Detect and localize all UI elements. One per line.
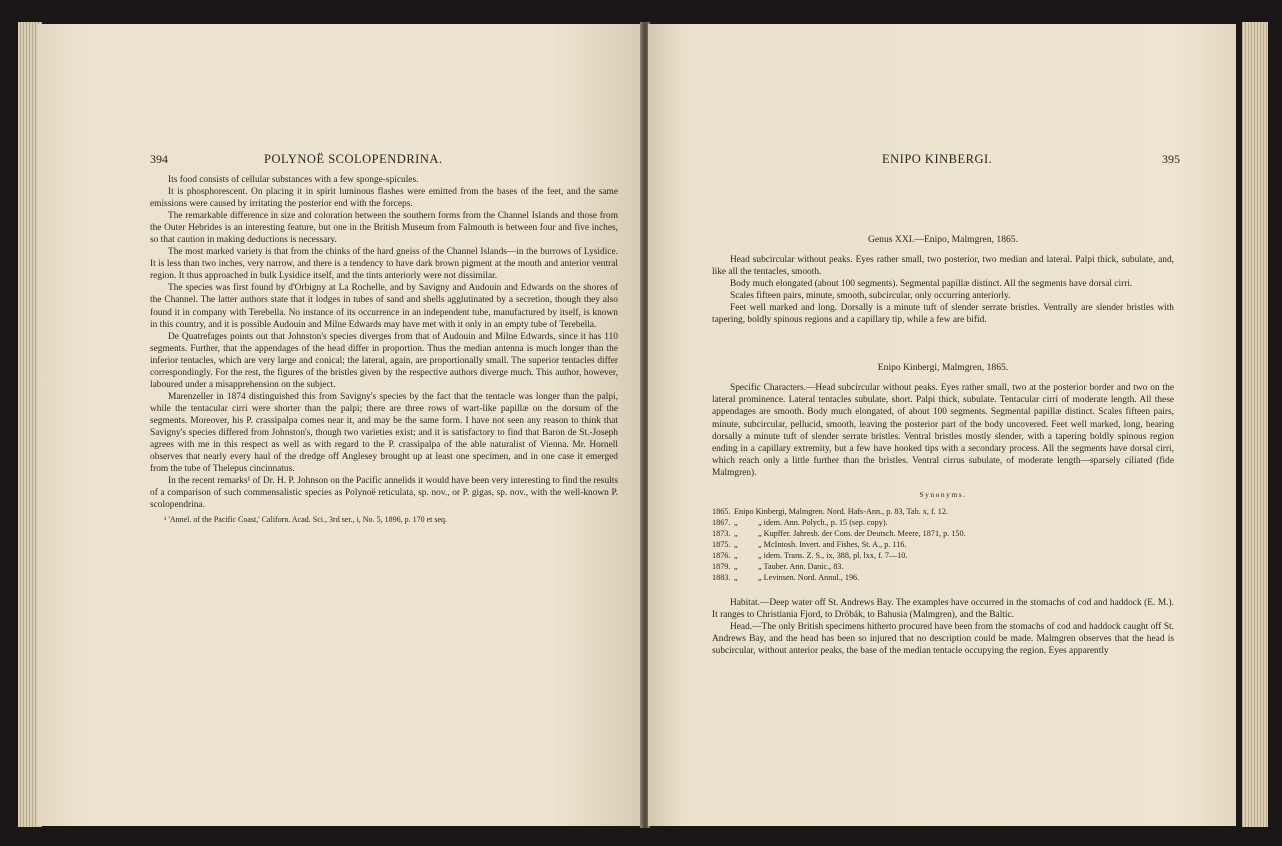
left-page-body bbox=[150, 174, 618, 525]
synonym-row: 1879. „ „ Tauber. Ann. Danic., 83. bbox=[712, 561, 844, 571]
paragraph: Body much elongated (about 100 segments). Segmental papillæ distinct. All the segments have dorsal cirri. bbox=[730, 279, 1133, 290]
paragraph: Scales fifteen pairs, minute, smooth, subcircular, only occurring anteriorly. bbox=[730, 291, 1011, 302]
paragraph: Its food consists of cellular substances with a few sponge-spicules. bbox=[168, 175, 419, 185]
left-page-number: 394 bbox=[150, 152, 168, 166]
paragraph: The species was first found by d'Orbigny at La Rochelle, and by Savigny and Audouin and Edwards on the shores of the Channel. The latter authors state that it lodges in tubes of sand and shells agglutinated by a secretion, though they also found it in company with Terebella. No instance of its occurrence in an independent tube, manufactured by itself, is known in this country, and it is possible Audouin and Milne Edwards may have met with it only in an empty tube of Terebella. bbox=[150, 283, 618, 330]
synonym-row: 1865. Enipo Kinbergi, Malmgren. Nord. Hafs-Ann., p. 83, Tab. x, f. 12. bbox=[712, 506, 949, 516]
synonym-row: 1876. „ „ idem. Trans. Z. S., ix, 388, pl. lxx, f. 7—10. bbox=[712, 550, 908, 560]
species-heading: Enipo Kinbergi, Malmgren, 1865. bbox=[877, 362, 1009, 374]
synonym-row: 1883. „ „ Levinsen. Nord. Annul., 196. bbox=[712, 572, 860, 582]
left-running-head: POLYNOË SCOLOPENDRINA. bbox=[264, 152, 443, 166]
paragraph: The most marked variety is that from the chinks of the hard gneiss of the Channel Islands—in the burrows of Lysidice. It is less than two inches, very narrow, and there is a tendency to have dark brown pigment at the mouth and anterior ventral region. It thus approached in bulk Lysidice itself, and the tints anteriorly were not dissimilar. bbox=[150, 247, 618, 282]
page-edges-right bbox=[1242, 22, 1268, 827]
right-page bbox=[648, 24, 1236, 826]
right-running-head: ENIPO KINBERGI. bbox=[882, 152, 993, 166]
footnote: ¹ 'Annel. of the Pacific Coast,' Californ. Acad. Sci., 3rd ser., i, No. 5, 1896, p. 170 et seq. bbox=[164, 515, 448, 525]
synonym-row: 1873. „ „ Kupffer. Jahresb. der Com. der Deutsch. Meere, 1871, p. 150. bbox=[712, 528, 966, 538]
left-page bbox=[38, 24, 642, 826]
synonym-row: 1867. „ „ idem. Ann. Polych., p. 15 (sep. copy). bbox=[712, 517, 888, 527]
genus-heading: Genus XXI.—Enipo, Malmgren, 1865. bbox=[867, 234, 1018, 245]
paragraph: Feet well marked and long. Dorsally is a minute tuft of slender serrate bristles. Ventrally are slender bristles with tapering, boldly spinous regions and a capillary tip, while a few are bifid. bbox=[712, 303, 1174, 326]
paragraph: In the recent remarks¹ of Dr. H. P. Johnson on the Pacific annelids it would have been very interesting to find the results of a comparison of such commensalistic species as Polynoë reticulata, sp. nov., or P. gigas, sp. nov., with the well-known P. scolopendrina. bbox=[150, 476, 618, 511]
paragraph: Specific Characters.—Head subcircular without peaks. Eyes rather small, two at the posterior border and two on the lateral prominence. Lateral tentacles subulate, short. Palpi thick, subulate. Tentacular cirri of moderate length. All these appendages are smooth. Body much elongated, of about 100 segments. Segmental papillæ distinct. Scales fifteen pairs, minute, subcircular, pellucid, smooth, leaving the posterior part of the body uncovered. Feet well marked, long, bearing dorsally a minute tuft of slender serrate bristles. Ventral bristles mostly slender, with a tapering boldly spinous region ending in a capillary extremity, but a few have hooked tips with a secondary process. All the segments have dorsal cirri, which reach only a little further than the bristles. Ventral cirrus subulate, of moderate length—sparsely ciliated (fide Malmgren). bbox=[712, 383, 1174, 478]
paragraph: Head.—The only British specimens hitherto procured have been from the stomachs of cod and haddock caught off St. Andrews Bay, and the head has been so injured that no description could be made. Malmgren observes that the head is subcircular, without anterior peaks, the base of the median tentacle occupying the region. Eyes apparently bbox=[712, 621, 1174, 656]
right-page-number: 395 bbox=[1162, 152, 1180, 166]
synonym-row: 1875. „ „ McIntosh. Invert. and Fishes, St. A., p. 116. bbox=[712, 539, 907, 549]
paragraph: The remarkable difference in size and coloration between the southern forms from the Channel Islands and those from the Outer Hebrides is an interesting feature, but one in the British Museum from Falmouth is between four and five inches, so that caution in making deductions is necessary. bbox=[150, 211, 618, 246]
synonyms-title: Synonyms. bbox=[919, 489, 967, 499]
paragraph: Marenzeller in 1874 distinguished this from Savigny's species by the fact that the tentacle was longer than the palpi, while the tentacular cirri were shorter than the palpi; there are three rows of wart-like papillæ on the dorsum of the segments. Moreover, his P. crassipalpa comes near it, and may be the same form. I have not seen any reason to think that Savigny's species differed from Johnston's, though two varieties exist; and it is satisfactory to find that Baron de St.-Joseph agrees with me in this respect as well as with regard to the P. crassipalpa of the able naturalist of Vienna. Mr. Hornell observes that nearly every haul of the dredge off Anglesey brought up at least one specimen, and in one case it emerged from the tube of Thelepus cincinnatus. bbox=[150, 391, 618, 475]
synonyms-list bbox=[712, 506, 1174, 583]
paragraph: Habitat.—Deep water off St. Andrews Bay. The examples have occurred in the stomachs of cod and haddock (E. M.). It ranges to Christiania Fjord, to Dröbák, to Bahusia (Malmgren), and the Baltic. bbox=[712, 597, 1174, 620]
right-page-body bbox=[712, 224, 1174, 657]
paragraph: Head subcircular without peaks. Eyes rather small, two posterior, two median and lateral. Palpi thick, subulate, and, like all the tentacles, smooth. bbox=[712, 255, 1174, 278]
paragraph: De Quatrefages points out that Johnston's species diverges from that of Audouin and Milne Edwards, since it has 110 segments. Further, that the appendages of the head differ in proportion. Thus the median antenna is much longer than the inferior tentacles, which are very large and conical; the lateral, again, are proportionally small. The superior tentacles differ correspondingly. For the rest, the figures of the bristles given by the respective authors diverge much. This author, however, laboured under a misapprehension on the subject. bbox=[150, 331, 618, 390]
paragraph: It is phosphorescent. On placing it in spirit luminous flashes were emitted from the bases of the feet, and the same emissions were caused by irritating the posterior end with the forceps. bbox=[150, 187, 618, 210]
